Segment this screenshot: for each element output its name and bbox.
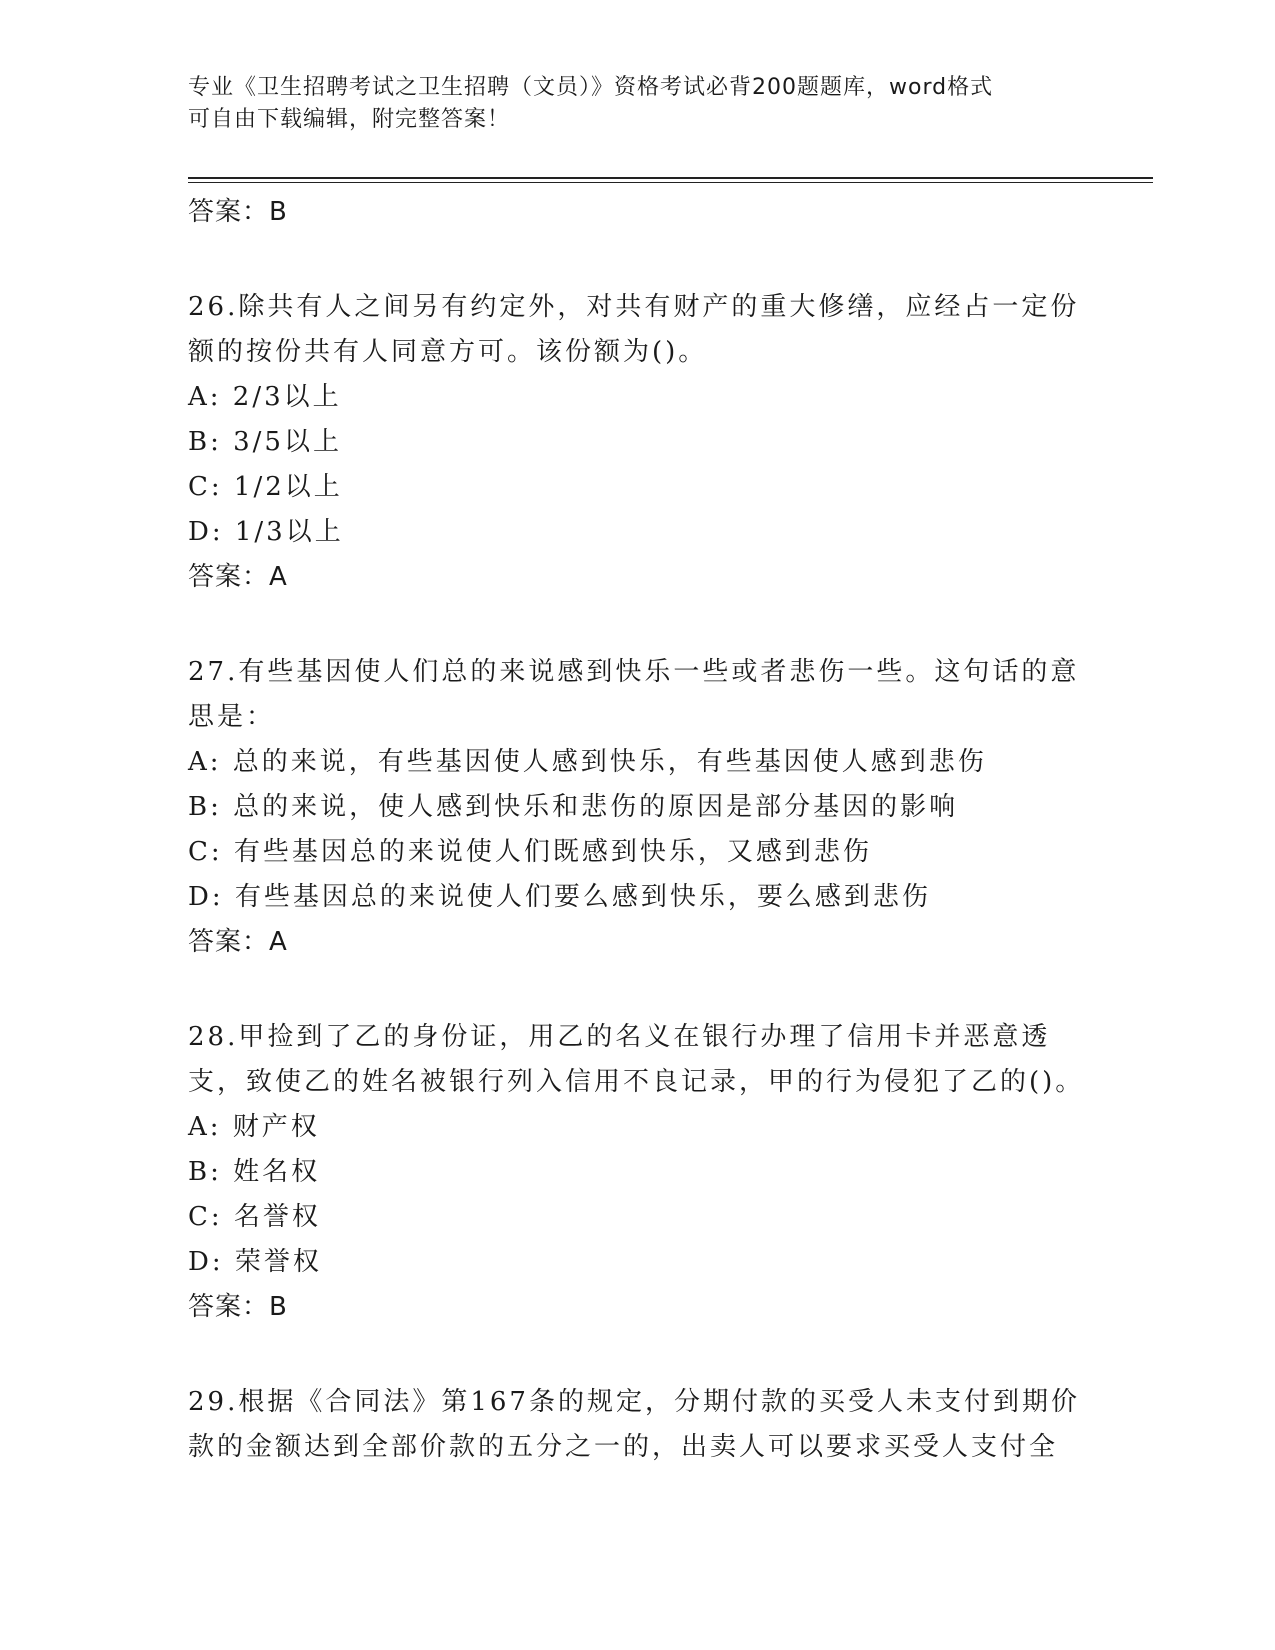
option-a: A: 财产权 bbox=[188, 1112, 320, 1142]
document-body bbox=[188, 190, 1088, 1470]
question-item bbox=[188, 1015, 1088, 1330]
header-divider-thick bbox=[188, 177, 1153, 179]
option-d: D: 有些基因总的来说使人们要么感到快乐，要么感到悲伤 bbox=[188, 882, 931, 912]
option-c: C: 名誉权 bbox=[188, 1202, 321, 1232]
option-d: D: 荣誉权 bbox=[188, 1247, 322, 1277]
question-text: 29.根据《合同法》第167条的规定，分期付款的买受人未支付到期价款的金额达到全部价款的五分之一的，出卖人可以要求买受人支付全 bbox=[188, 1387, 1080, 1462]
option-d: D: 1/3以上 bbox=[188, 517, 344, 547]
question-text: 26.除共有人之间另有约定外，对共有财产的重大修缮，应经占一定份额的按份共有人同意方可。该份额为()。 bbox=[188, 292, 1080, 367]
option-c: C: 有些基因总的来说使人们既感到快乐，又感到悲伤 bbox=[188, 837, 872, 867]
question-item bbox=[188, 285, 1088, 600]
question-text: 27.有些基因使人们总的来说感到快乐一些或者悲伤一些。这句话的意思是： bbox=[188, 657, 1080, 732]
question-item bbox=[188, 650, 1088, 965]
option-a: A: 2/3以上 bbox=[188, 382, 342, 412]
header-divider-thin bbox=[188, 182, 1153, 183]
document-header bbox=[188, 72, 1068, 136]
option-a: A: 总的来说，有些基因使人感到快乐，有些基因使人感到悲伤 bbox=[188, 747, 987, 777]
question-text: 28.甲捡到了乙的身份证，用乙的名义在银行办理了信用卡并恶意透支，致使乙的姓名被银行列入信用不良记录，甲的行为侵犯了乙的()。 bbox=[188, 1022, 1085, 1097]
question-item bbox=[188, 1380, 1088, 1470]
option-b: B: 姓名权 bbox=[188, 1157, 321, 1187]
answer-line: 答案：A bbox=[188, 927, 288, 957]
answer-line: 答案：B bbox=[188, 1292, 288, 1322]
header-line-2: 可自由下载编辑，附完整答案！ bbox=[188, 107, 511, 132]
option-c: C: 1/2以上 bbox=[188, 472, 343, 502]
answer-line: 答案：A bbox=[188, 562, 288, 592]
option-b: B: 3/5以上 bbox=[188, 427, 342, 457]
answer-line: 答案：B bbox=[188, 197, 288, 227]
header-line-1: 专业《卫生招聘考试之卫生招聘（文员）》资格考试必背200题题库，word格式 bbox=[188, 75, 994, 100]
option-b: B: 总的来说，使人感到快乐和悲伤的原因是部分基因的影响 bbox=[188, 792, 959, 822]
